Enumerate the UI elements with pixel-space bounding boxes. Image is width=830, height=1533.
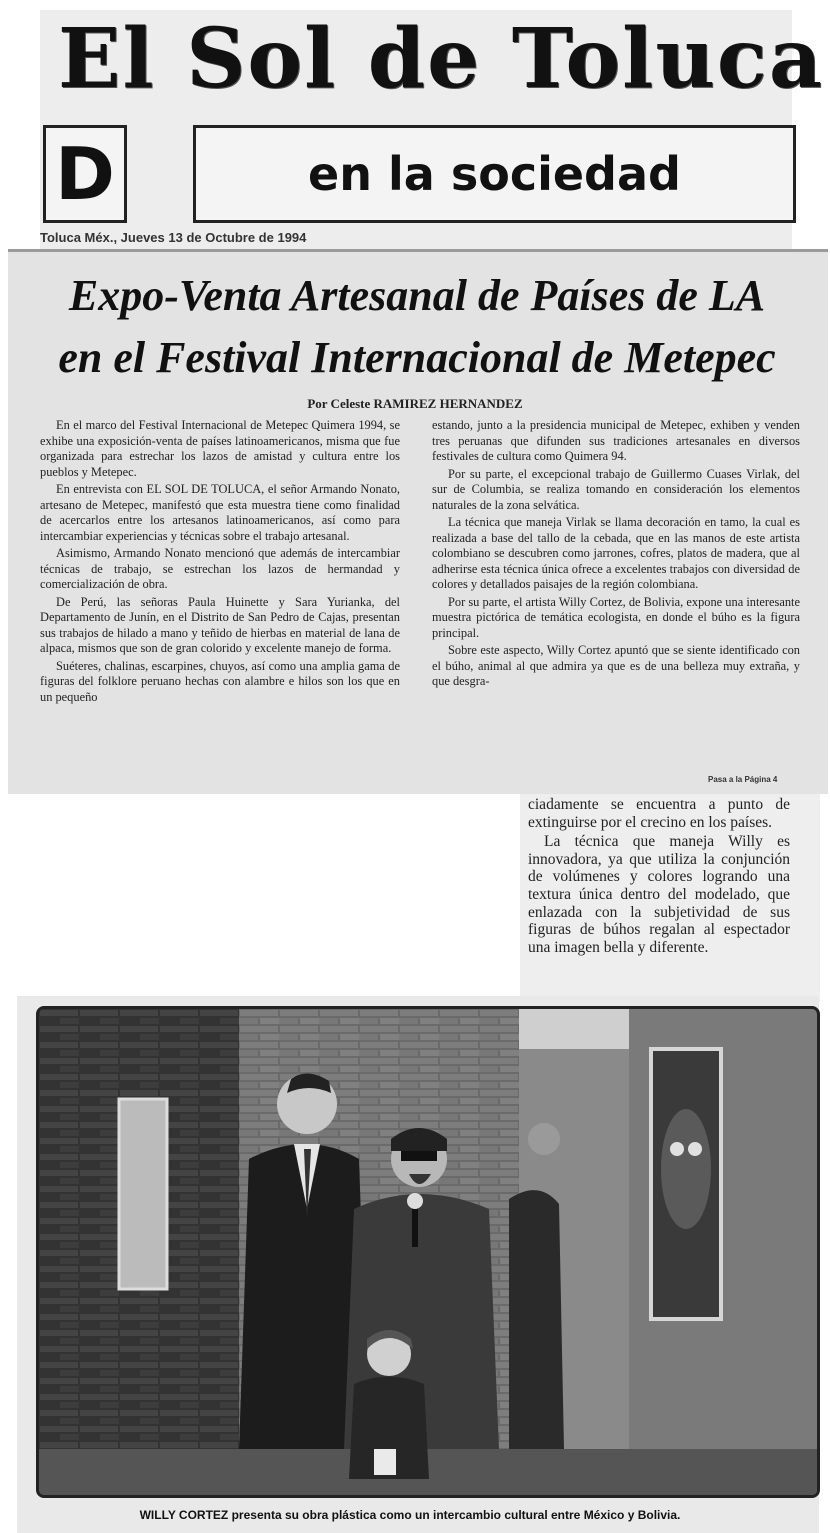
photo-caption: WILLY CORTEZ presenta su obra plástica como un intercambio cultural entre México y Bolivia.	[139, 1508, 681, 1522]
article-column-2	[432, 418, 800, 692]
paragraph: La técnica que maneja Virlak se llama decoración en tamo, la cual es realizada a base del tallo de la cebada, que en las manos de este artista colombiano se descubren como jarrones, cofres, platos de madera, que al adherirse esta técnica única ofrece a excelentes trabajos con diversidad de colores y detallados paisajes de la región colombiana.	[432, 515, 800, 591]
newspaper-title: El Sol de Toluca	[58, 11, 824, 107]
paragraph: En el marco del Festival Internacional de Metepec Quimera 1994, se exhibe una exposición-venta de países latinoamericanos, misma que fue organizada para estrechar los lazos de amistad y cultura entre los pueblos y Metepec.	[40, 418, 400, 479]
section-name: en la sociedad	[193, 125, 796, 223]
paragraph: Sobre este aspecto, Willy Cortez apuntó que se siente identificado con el búho, animal al que admira ya que es de una belleza muy extraña, y que desgra-	[432, 643, 800, 688]
byline: Por Celeste RAMIREZ HERNANDEZ	[307, 396, 523, 411]
headline-line-2: en el Festival Internacional de Metepec	[58, 333, 776, 382]
dateline: Toluca Méx., Jueves 13 de Octubre de 1994	[40, 230, 307, 245]
paragraph: Por su parte, el excepcional trabajo de Guillermo Cuases Virlak, del sur de Columbia, se realiza tomando en consideración los elementos naturales de la zona selvática.	[432, 466, 800, 512]
paragraph: Asimismo, Armando Nonato mencionó que además de intercambiar técnicas de trabajo, se estrechan los lazos de hermandad y comercialización de obra.	[40, 546, 400, 591]
photo-illustration	[39, 1009, 817, 1495]
event-photo	[36, 1006, 820, 1498]
paragraph: La técnica que maneja Willy es innovadora, ya que utiliza la conjunción de volúmenes y colores logrando una textura única dentro del modelado, que enlazada con la subjetividad de sus figuras de búhos regalan al espectador una imagen bella y diferente.	[528, 833, 790, 956]
paragraph: ciadamente se encuentra a punto de extinguirse por el crecino en los países.	[528, 796, 790, 831]
article-column-continued	[528, 796, 790, 958]
paragraph: Por su parte, el artista Willy Cortez, de Bolivia, expone una interesante muestra pictórica de temática ecologista, en donde el búho es la figura principal.	[432, 594, 800, 640]
continued-note: Pasa a la Página 4	[708, 775, 778, 784]
section-letter-badge: D	[43, 125, 127, 223]
headline-line-1: Expo-Venta Artesanal de Países de LA	[68, 271, 766, 320]
paragraph: De Perú, las señoras Paula Huinette y Sara Yurianka, del Departamento de Junín, en el Distrito de San Pedro de Cajas, presentan sus trabajos de hilado a mano y teñido de hierbas en material de lana de alpaca, mismos que son de gran colorido y excelente manejo de forma.	[40, 594, 400, 655]
paragraph: En entrevista con EL SOL DE TOLUCA, el señor Armando Nonato, artesano de Metepec, manifestó que esta muestra tiene como finalidad de acercarlos entre los artesanos latinoamericanos, así como para intercambiar experiencias y técnicas sobre el trabajo artesanal.	[40, 482, 400, 543]
paragraph: estando, junto a la presidencia municipal de Metepec, exhiben y venden tres peruanas que difunden sus tradiciones artesanales en diversos festivales de cultura como Quimera 94.	[432, 418, 800, 463]
paragraph: Suéteres, chalinas, escarpines, chuyos, así como una amplia gama de figuras del folklore peruano hechas con alambre e hilos son los que en un pequeño	[40, 658, 400, 704]
article-column-1	[40, 418, 400, 707]
